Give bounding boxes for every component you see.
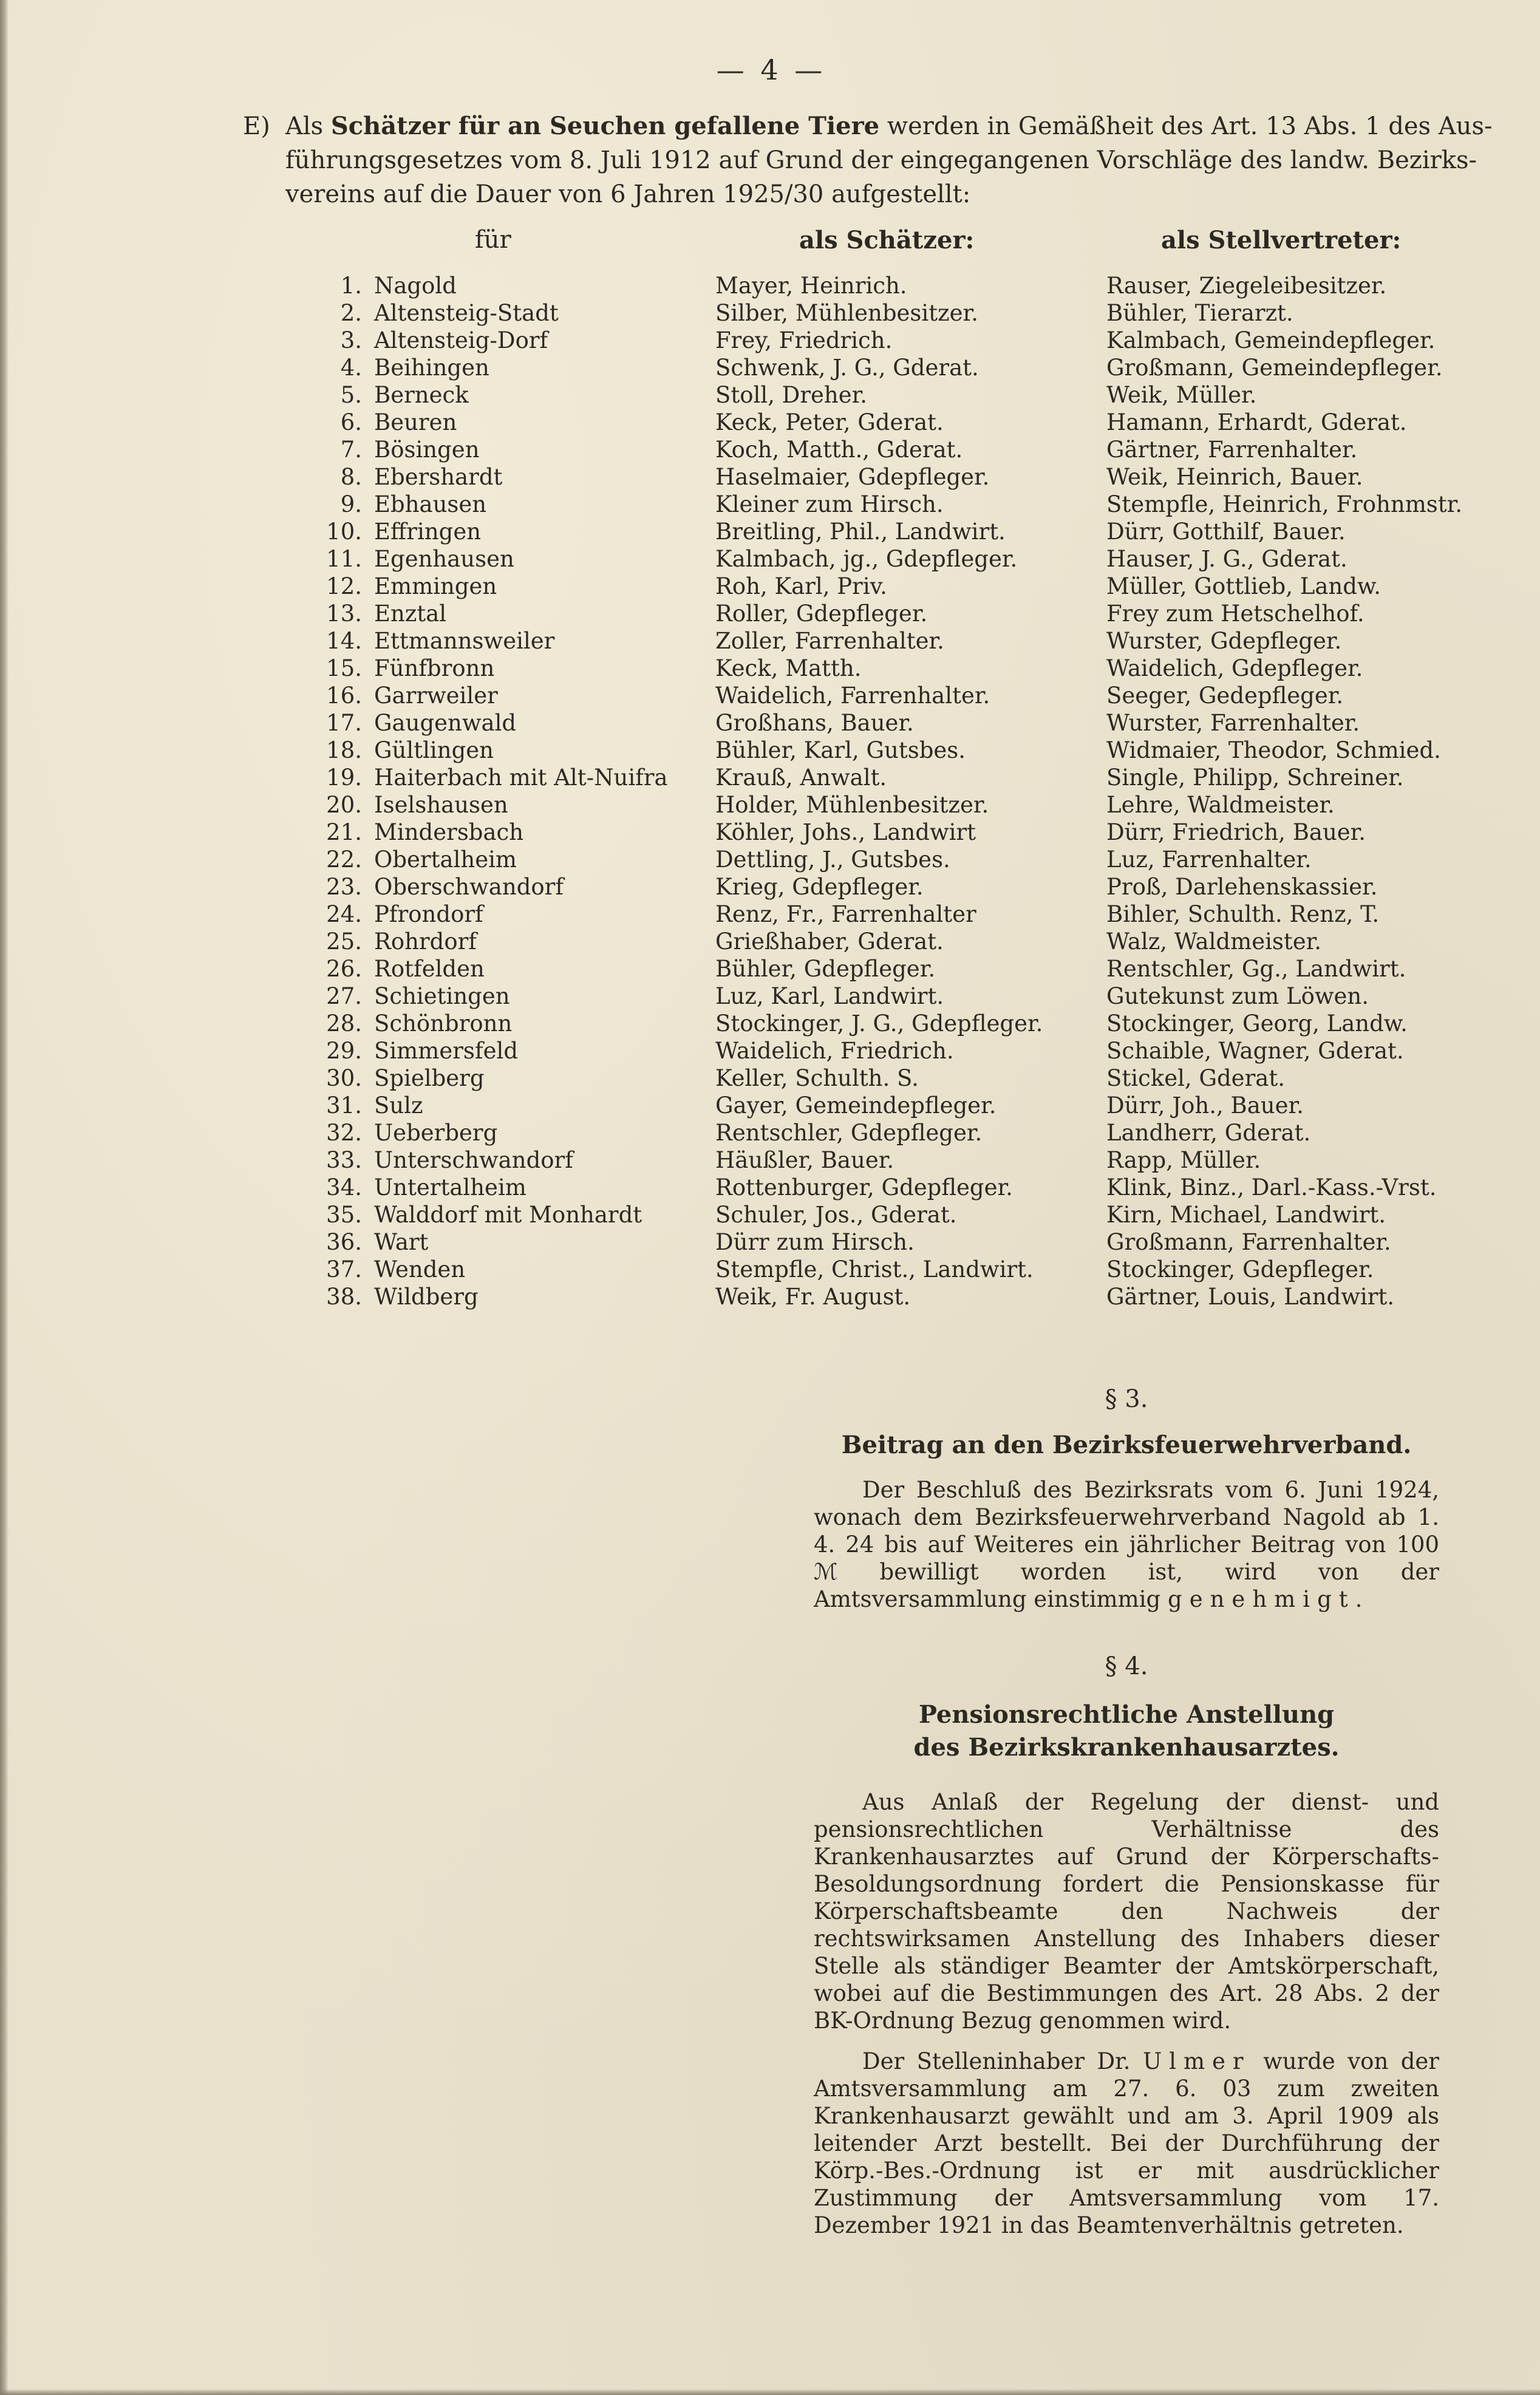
estimator-name: Krieg, Gdepfleger. (715, 874, 924, 900)
section-4-paragraph-2-pre: Der Stelleninhaber Dr. (862, 2048, 1143, 2074)
place-name: Emmingen (374, 573, 497, 599)
table-row (322, 764, 1463, 791)
table-row (322, 299, 1463, 327)
row-number: 20. (326, 792, 362, 818)
table-row (322, 354, 1463, 381)
deputy-name: Wurster, Farrenhalter. (1106, 710, 1360, 736)
place-name: Gültlingen (374, 737, 494, 763)
deputy-name: Großmann, Gemeindepfleger. (1106, 355, 1443, 381)
table-row (322, 1256, 1463, 1283)
place-name: Berneck (374, 382, 469, 408)
row-number: 5. (340, 382, 362, 408)
place-name: Enztal (374, 601, 447, 627)
deputy-name: Lehre, Waldmeister. (1106, 792, 1335, 818)
page-edge-shadow (0, 0, 9, 2395)
row-number: 32. (326, 1120, 362, 1146)
intro-marker: E) (243, 112, 270, 140)
row-number: 34. (326, 1174, 362, 1201)
estimator-name: Rentschler, Gdepfleger. (715, 1120, 983, 1146)
deputy-name: Walz, Waldmeister. (1106, 928, 1322, 955)
deputy-name: Weik, Heinrich, Bauer. (1106, 464, 1363, 490)
estimator-name: Dürr zum Hirsch. (715, 1229, 915, 1255)
place-name: Unterschwandorf (374, 1147, 573, 1173)
estimator-name: Stoll, Dreher. (715, 382, 868, 408)
estimator-name: Renz, Fr., Farrenhalter (715, 901, 976, 927)
table-row (322, 1228, 1463, 1256)
place-name: Spielberg (374, 1065, 485, 1091)
section-3-title: Beitrag an den Bezirksfeuerwehrverband. (841, 1431, 1412, 1459)
estimator-name: Schuler, Jos., Gderat. (715, 1202, 957, 1228)
estimator-name: Luz, Karl, Landwirt. (715, 983, 944, 1009)
place-name: Oberschwandorf (374, 874, 564, 900)
table-row (322, 545, 1463, 573)
table-row (322, 463, 1463, 491)
deputy-name: Hamann, Erhardt, Gderat. (1106, 409, 1407, 435)
table-row (322, 491, 1463, 518)
place-name: Obertalheim (374, 847, 517, 873)
row-number: 17. (326, 710, 362, 736)
row-number: 11. (326, 546, 362, 572)
intro-line-1-bold: Schätzer für an Seuchen gefallene Tiere (330, 112, 880, 140)
table-row (322, 737, 1463, 764)
intro-line-3: vereins auf die Dauer von 6 Jahren 1925/30 aufgestellt: (285, 180, 971, 208)
section-4-title-line-2: des Bezirkskrankenhausarztes. (913, 1733, 1340, 1762)
table-row (322, 873, 1463, 901)
estimator-name: Keck, Matth. (715, 655, 862, 681)
place-name: Haiterbach mit Alt-Nuifra (374, 765, 668, 791)
column-header-place: für (475, 226, 511, 254)
place-name: Wildberg (374, 1284, 479, 1310)
estimator-name: Rottenburger, Gdepfleger. (715, 1174, 1013, 1201)
column-header-deputy: als Stellvertreter: (1161, 226, 1402, 254)
intro-line-1-pre: Als (285, 112, 331, 140)
deputy-name: Landherr, Gderat. (1106, 1120, 1311, 1146)
row-number: 10. (326, 519, 362, 545)
row-number: 35. (326, 1202, 362, 1228)
table-row (322, 846, 1463, 873)
intro-line-1-post: werden in Gemäßheit des Art. 13 Abs. 1 des Aus- (879, 112, 1493, 140)
deputy-name: Dürr, Friedrich, Bauer. (1106, 819, 1366, 845)
row-number: 22. (326, 847, 362, 873)
section-4-paragraph-2 (814, 2048, 1439, 2239)
deputy-name: Waidelich, Gdepfleger. (1106, 655, 1363, 681)
table-row (322, 1010, 1463, 1037)
place-name: Iselshausen (374, 792, 508, 818)
table-row (322, 436, 1463, 463)
intro-paragraph (243, 109, 1493, 211)
section-3-text-main: Der Beschluß des Bezirksrats vom 6. Juni 1924, wonach dem Bezirksfeuerwehrverband Nagold ab 1. 4. 24 bis auf Weiteres ein jährlicher Beitrag von 100 ℳ bewilligt worden ist, wird von der Amtsversammlung einstimmig (814, 1477, 1439, 1612)
deputy-name: Kalmbach, Gemeindepfleger. (1106, 327, 1436, 353)
estimator-name: Stempfle, Christ., Landwirt. (715, 1256, 1034, 1283)
section-3-number: § 3. (1105, 1385, 1148, 1413)
estimator-name: Keck, Peter, Gderat. (715, 409, 944, 435)
estimator-name: Waidelich, Friedrich. (715, 1038, 954, 1064)
row-number: 12. (326, 573, 362, 599)
section-4-doctor-name: Ulmer (1142, 2048, 1251, 2074)
row-number: 13. (326, 601, 362, 627)
estimator-name: Holder, Mühlenbesitzer. (715, 792, 989, 818)
place-name: Sulz (374, 1092, 423, 1119)
place-name: Egenhausen (374, 546, 514, 572)
row-number: 1. (340, 273, 362, 299)
row-number: 16. (326, 683, 362, 709)
table-row (322, 1174, 1463, 1201)
row-number: 18. (326, 737, 362, 763)
deputy-name: Kirn, Michael, Landwirt. (1106, 1202, 1386, 1228)
deputy-name: Gutekunst zum Löwen. (1106, 983, 1369, 1009)
row-number: 23. (326, 874, 362, 900)
place-name: Wart (374, 1229, 429, 1255)
table-row (322, 381, 1463, 409)
section-4-paragraph-1: Aus Anlaß der Regelung der dienst- und pensionsrechtlichen Verhältnisse des Krankenhausarztes auf Grund der Körperschafts-Besoldungsordnung fordert die Pensionskasse für Körperschaftsbeamte den Nachweis der rechtswirksamen Anstellung des Inhabers dieser Stelle als ständiger Beamter der Amtskörperschaft, wobei auf die Bestimmungen des Art. 28 Abs. 2 der BK-Ordnung Bezug genommen wird. (814, 1789, 1439, 2034)
deputy-name: Rapp, Müller. (1106, 1147, 1261, 1173)
place-name: Wenden (374, 1256, 466, 1283)
section-3-text (814, 1476, 1439, 1613)
deputy-name: Klink, Binz., Darl.-Kass.-Vrst. (1106, 1174, 1437, 1201)
deputy-name: Seeger, Gedepfleger. (1106, 683, 1344, 709)
section-4-number: § 4. (1105, 1652, 1148, 1680)
row-number: 37. (326, 1256, 362, 1283)
row-number: 27. (326, 983, 362, 1009)
table-row (322, 409, 1463, 436)
place-name: Nagold (374, 273, 457, 299)
table-row (322, 1037, 1463, 1065)
row-number: 15. (326, 655, 362, 681)
place-name: Gaugenwald (374, 710, 517, 736)
estimator-name: Krauß, Anwalt. (715, 765, 887, 791)
place-name: Ebhausen (374, 491, 487, 517)
place-name: Altensteig-Stadt (374, 300, 559, 326)
deputy-name: Stickel, Gderat. (1106, 1065, 1285, 1091)
row-number: 6. (340, 409, 362, 435)
estimator-name: Schwenk, J. G., Gderat. (715, 355, 979, 381)
place-name: Walddorf mit Monhardt (374, 1202, 642, 1228)
table-row (322, 1119, 1463, 1146)
section-4-paragraph-2-post: wurde von der Amtsversammlung am 27. 6. 03 zum zweiten Krankenhausarzt gewählt und am 3. April 1909 als leitender Arzt bestellt. Bei der Durchführung der Körp.-Bes.-Ordnung ist er mit ausdrücklicher Zustimmung der Amtsversammlung vom 17. Dezember 1921 in das Beamtenverhältnis getreten. (814, 2048, 1439, 2238)
intro-line-1 (285, 109, 1493, 143)
place-name: Beuren (374, 409, 457, 435)
estimator-name: Zoller, Farrenhalter. (715, 628, 944, 654)
deputy-name: Schaible, Wagner, Gderat. (1106, 1038, 1404, 1064)
estimator-name: Kleiner zum Hirsch. (715, 491, 944, 517)
row-number: 19. (326, 765, 362, 791)
estimator-name: Roller, Gdepfleger. (715, 601, 928, 627)
table-row (322, 327, 1463, 354)
estimator-name: Großhans, Bauer. (715, 710, 914, 736)
column-header-estimator: als Schätzer: (799, 226, 975, 254)
estimator-name: Waidelich, Farrenhalter. (715, 683, 990, 709)
table-row (322, 983, 1463, 1010)
deputy-name: Stockinger, Gdepfleger. (1106, 1256, 1374, 1283)
row-number: 8. (340, 464, 362, 490)
deputy-name: Großmann, Farrenhalter. (1106, 1229, 1391, 1255)
deputy-name: Gärtner, Louis, Landwirt. (1106, 1284, 1395, 1310)
estimator-name: Bühler, Karl, Gutsbes. (715, 737, 966, 763)
table-row (322, 819, 1463, 846)
deputy-name: Frey zum Hetschelhof. (1106, 601, 1365, 627)
estimator-table (322, 272, 1463, 1310)
place-name: Rotfelden (374, 956, 485, 982)
table-row (322, 955, 1463, 983)
deputy-name: Müller, Gottlieb, Landw. (1106, 573, 1381, 599)
row-number: 2. (340, 300, 362, 326)
place-name: Rohrdorf (374, 928, 477, 955)
deputy-name: Bihler, Schulth. Renz, T. (1106, 901, 1380, 927)
row-number: 29. (326, 1038, 362, 1064)
page-number: — 4 — (716, 53, 826, 86)
page-bottom-shadow (0, 2389, 1540, 2395)
estimator-name: Bühler, Gdepfleger. (715, 956, 936, 982)
row-number: 4. (340, 355, 362, 381)
row-number: 3. (340, 327, 362, 353)
estimator-name: Gayer, Gemeindepfleger. (715, 1092, 997, 1119)
row-number: 26. (326, 956, 362, 982)
estimator-name: Koch, Matth., Gderat. (715, 437, 963, 463)
estimator-name: Stockinger, J. G., Gdepfleger. (715, 1010, 1043, 1037)
table-row (322, 1283, 1463, 1310)
row-number: 21. (326, 819, 362, 845)
row-number: 33. (326, 1147, 362, 1173)
section-4 (814, 1653, 1439, 2239)
deputy-name: Rentschler, Gg., Landwirt. (1106, 956, 1406, 982)
place-name: Bösingen (374, 437, 480, 463)
table-row (322, 655, 1463, 682)
table-row (322, 1146, 1463, 1174)
deputy-name: Luz, Farrenhalter. (1106, 847, 1312, 873)
estimator-name: Häußler, Bauer. (715, 1147, 894, 1173)
deputy-name: Gärtner, Farrenhalter. (1106, 437, 1358, 463)
row-number: 28. (326, 1010, 362, 1037)
row-number: 31. (326, 1092, 362, 1119)
place-name: Mindersbach (374, 819, 524, 845)
row-number: 36. (326, 1229, 362, 1255)
deputy-name: Proß, Darlehenskassier. (1106, 874, 1378, 900)
deputy-name: Widmaier, Theodor, Schmied. (1106, 737, 1441, 763)
estimator-name: Breitling, Phil., Landwirt. (715, 519, 1006, 545)
estimator-name: Weik, Fr. August. (715, 1284, 911, 1310)
place-name: Simmersfeld (374, 1038, 519, 1064)
table-row (322, 709, 1463, 737)
section-3-text-spaced: genehmigt. (1168, 1586, 1370, 1612)
table-row (322, 272, 1463, 299)
deputy-name: Single, Philipp, Schreiner. (1106, 765, 1404, 791)
table-row (322, 518, 1463, 545)
deputy-name: Dürr, Gotthilf, Bauer. (1106, 519, 1346, 545)
table-row (322, 600, 1463, 627)
section-4-title-line-1: Pensionsrechtliche Anstellung (918, 1700, 1335, 1729)
deputy-name: Rauser, Ziegeleibesitzer. (1106, 273, 1387, 299)
estimator-name: Frey, Friedrich. (715, 327, 893, 353)
deputy-name: Hauser, J. G., Gderat. (1106, 546, 1348, 572)
row-number: 14. (326, 628, 362, 654)
table-row (322, 791, 1463, 819)
place-name: Fünfbronn (374, 655, 495, 681)
section-3 (814, 1386, 1439, 1613)
estimator-name: Haselmaier, Gdepfleger. (715, 464, 990, 490)
intro-line-2: führungsgesetzes vom 8. Juli 1912 auf Grund der eingegangenen Vorschläge des landw. Bezirks- (285, 146, 1477, 174)
estimator-name: Köhler, Johs., Landwirt (715, 819, 976, 845)
place-name: Untertalheim (374, 1174, 526, 1201)
estimator-name: Dettling, J., Gutsbes. (715, 847, 950, 873)
place-name: Ebershardt (374, 464, 503, 490)
row-number: 7. (340, 437, 362, 463)
place-name: Altensteig-Dorf (374, 327, 548, 353)
place-name: Ettmannsweiler (374, 628, 555, 654)
table-row (322, 1201, 1463, 1228)
place-name: Schietingen (374, 983, 510, 1009)
deputy-name: Stempfle, Heinrich, Frohnmstr. (1106, 491, 1463, 517)
deputy-name: Weik, Müller. (1106, 382, 1257, 408)
estimator-name: Silber, Mühlenbesitzer. (715, 300, 978, 326)
estimator-name: Mayer, Heinrich. (715, 273, 907, 299)
table-row (322, 573, 1463, 600)
place-name: Pfrondorf (374, 901, 483, 927)
row-number: 9. (340, 491, 362, 517)
deputy-name: Stockinger, Georg, Landw. (1106, 1010, 1408, 1037)
deputy-name: Bühler, Tierarzt. (1106, 300, 1293, 326)
estimator-name: Roh, Karl, Priv. (715, 573, 887, 599)
deputy-name: Wurster, Gdepfleger. (1106, 628, 1342, 654)
place-name: Effringen (374, 519, 482, 545)
place-name: Ueberberg (374, 1120, 498, 1146)
table-row (322, 682, 1463, 709)
table-row (322, 1092, 1463, 1119)
table-row (322, 1065, 1463, 1092)
row-number: 24. (326, 901, 362, 927)
table-row (322, 901, 1463, 928)
place-name: Garrweiler (374, 683, 498, 709)
estimator-name: Grießhaber, Gderat. (715, 928, 944, 955)
deputy-name: Dürr, Joh., Bauer. (1106, 1092, 1304, 1119)
estimator-name: Keller, Schulth. S. (715, 1065, 919, 1091)
place-name: Beihingen (374, 355, 489, 381)
row-number: 30. (326, 1065, 362, 1091)
table-row (322, 627, 1463, 655)
table-row (322, 928, 1463, 955)
row-number: 38. (326, 1284, 362, 1310)
place-name: Schönbronn (374, 1010, 513, 1037)
estimator-name: Kalmbach, jg., Gdepfleger. (715, 546, 1018, 572)
row-number: 25. (326, 928, 362, 955)
